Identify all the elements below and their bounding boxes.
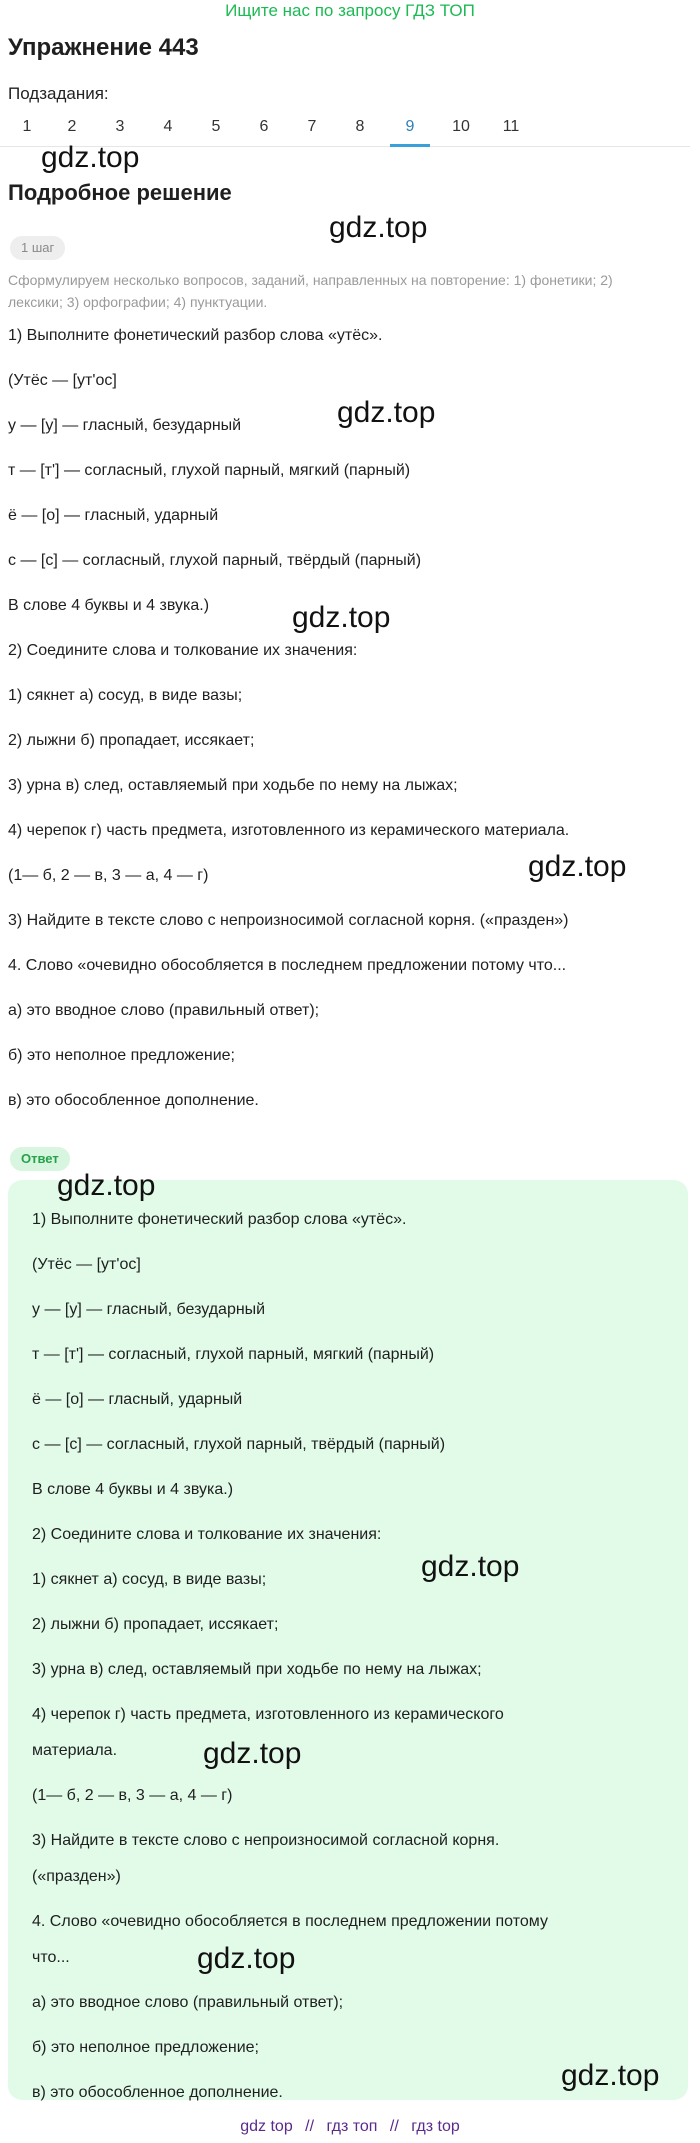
watermark: gdz.top xyxy=(41,141,140,174)
answer-line: 4. Слово «очевидно обособляется в последнем предложении потому xyxy=(32,1913,548,1930)
answer-line: 2) лыжни б) пропадает, иссякает; xyxy=(32,1616,279,1633)
tab-5[interactable]: 5 xyxy=(211,118,221,135)
solution-line: б) это неполное предложение; xyxy=(8,1047,235,1064)
watermark: gdz.top xyxy=(329,211,428,244)
answer-line: 1) Выполните фонетический разбор слова «утёс». xyxy=(32,1211,407,1228)
answer-line: что... xyxy=(32,1949,70,1966)
answer-line: 3) Найдите в тексте слово с непроизносимой согласной корня. xyxy=(32,1832,500,1849)
footer-link[interactable]: gdz top xyxy=(240,2118,293,2135)
solution-line: (Утёс — [ут'ос] xyxy=(8,372,117,389)
answer-line: (Утёс — [ут'ос] xyxy=(32,1256,141,1273)
answer-line: в) это обособленное дополнение. xyxy=(32,2084,283,2101)
footer-separator: // xyxy=(389,2118,399,2135)
tab-11[interactable]: 11 xyxy=(502,118,520,135)
watermark: gdz.top xyxy=(528,850,627,883)
solution-line: т — [т'] — согласный, глухой парный, мягкий (парный) xyxy=(8,462,411,479)
solution-line: 4. Слово «очевидно обособляется в последнем предложении потому что... xyxy=(8,957,567,974)
answer-line: б) это неполное предложение; xyxy=(32,2039,259,2056)
answer-line: ё — [о] — гласный, ударный xyxy=(32,1391,243,1408)
solution-line: 3) Найдите в тексте слово с непроизносимой согласной корня. («празден») xyxy=(8,912,569,929)
watermark: gdz.top xyxy=(292,601,391,634)
answer-badge: Ответ xyxy=(10,1147,70,1171)
solution-line: 4) черепок г) часть предмета, изготовленного из керамического материала. xyxy=(8,822,570,839)
footer-link[interactable]: гдз топ xyxy=(326,2118,378,2135)
tab-8[interactable]: 8 xyxy=(355,118,365,135)
answer-line: 2) Соедините слова и толкование их значения: xyxy=(32,1526,382,1543)
answer-line: В слове 4 буквы и 4 звука.) xyxy=(32,1481,234,1498)
solution-line: с — [с] — согласный, глухой парный, твёрдый (парный) xyxy=(8,552,422,569)
solution-line: (1— б, 2 — в, 3 — а, 4 — г) xyxy=(8,867,209,884)
answer-line: 4) черепок г) часть предмета, изготовленного из керамического xyxy=(32,1706,504,1723)
tab-3[interactable]: 3 xyxy=(115,118,125,135)
tab-6[interactable]: 6 xyxy=(259,118,269,135)
solution-line: в) это обособленное дополнение. xyxy=(8,1092,259,1109)
answer-line: у — [у] — гласный, безударный xyxy=(32,1301,266,1318)
tab-10[interactable]: 10 xyxy=(452,118,470,135)
tab-4[interactable]: 4 xyxy=(163,118,173,135)
answer-line: 1) сякнет а) сосуд, в виде вазы; xyxy=(32,1571,267,1588)
solution-line: а) это вводное слово (правильный ответ); xyxy=(8,1002,320,1019)
footer-separator: // xyxy=(305,2118,315,2135)
top-banner[interactable]: Ищите нас по запросу ГДЗ ТОП xyxy=(225,1,475,20)
solution-line: 2) лыжни б) пропадает, иссякает; xyxy=(8,732,255,749)
solution-line: ё — [о] — гласный, ударный xyxy=(8,507,219,524)
answer-line: 3) урна в) след, оставляемый при ходьбе по нему на лыжах; xyxy=(32,1661,482,1678)
answer-line: т — [т'] — согласный, глухой парный, мягкий (парный) xyxy=(32,1346,435,1363)
answer-line: с — [с] — согласный, глухой парный, твёрдый (парный) xyxy=(32,1436,446,1453)
footer-link[interactable]: гдз top xyxy=(411,2118,460,2135)
watermark: gdz.top xyxy=(421,1550,520,1583)
tab-7[interactable]: 7 xyxy=(307,118,317,135)
watermark: gdz.top xyxy=(337,396,436,429)
solution-line: 1) Выполните фонетический разбор слова «утёс». xyxy=(8,327,383,344)
solution-line: 1) сякнет а) сосуд, в виде вазы; xyxy=(8,687,243,704)
tab-9[interactable]: 9 xyxy=(390,110,430,146)
exercise-title: Упражнение 443 xyxy=(8,34,199,61)
tab-1[interactable]: 1 xyxy=(22,118,32,135)
watermark: gdz.top xyxy=(203,1737,302,1770)
section-title: Подробное решение xyxy=(8,180,232,205)
solution-line: В слове 4 буквы и 4 звука.) xyxy=(8,597,210,614)
solution-line: 3) урна в) след, оставляемый при ходьбе по нему на лыжах; xyxy=(8,777,458,794)
answer-line: материала. xyxy=(32,1742,118,1759)
intro-text: Сформулируем несколько вопросов, заданий, направленных на повторение: 1) фонетики; 2) лексики; 3) орфографии; 4) пунктуации. xyxy=(8,272,613,310)
tab-2[interactable]: 2 xyxy=(67,118,77,135)
watermark: gdz.top xyxy=(197,1942,296,1975)
footer-links xyxy=(0,2118,700,2136)
subtasks-label: Подзадания: xyxy=(8,84,109,103)
solution-line: 2) Соедините слова и толкование их значения: xyxy=(8,642,358,659)
answer-line: («празден») xyxy=(32,1868,121,1885)
watermark: gdz.top xyxy=(561,2059,660,2092)
answer-line: а) это вводное слово (правильный ответ); xyxy=(32,1994,344,2011)
solution-line: у — [у] — гласный, безударный xyxy=(8,417,242,434)
step-badge: 1 шаг xyxy=(10,236,65,260)
answer-line: (1— б, 2 — в, 3 — а, 4 — г) xyxy=(32,1787,233,1804)
watermark: gdz.top xyxy=(57,1169,156,1202)
